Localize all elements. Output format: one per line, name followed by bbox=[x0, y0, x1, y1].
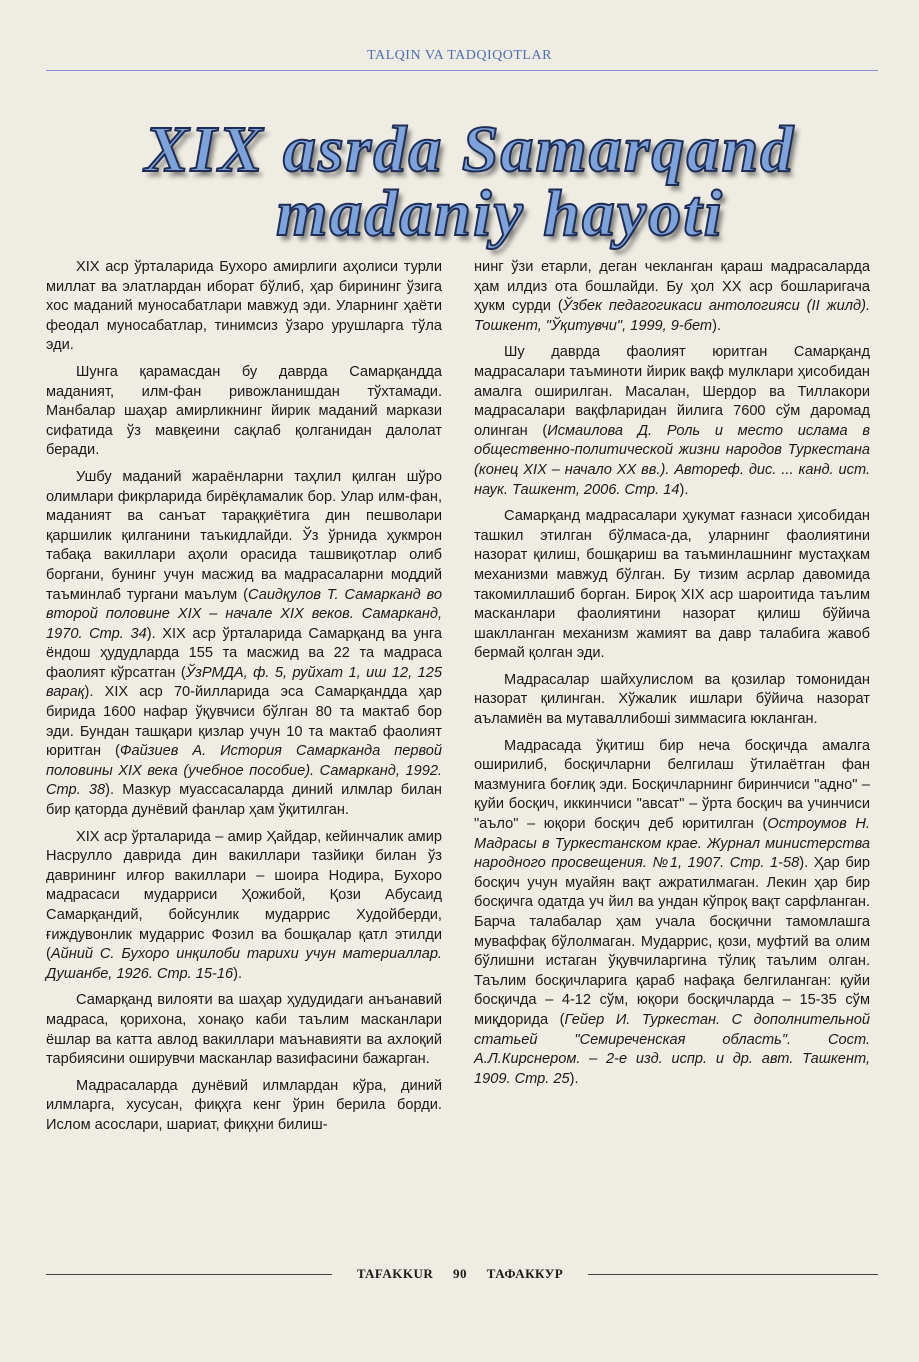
footer-title-latin: TAFAKKUR bbox=[356, 1266, 434, 1281]
citation: Остроумов Н. Мадрасы в Туркестанском крае. Журнал министерства народного просвещения. №1, 1907. Стр. 1-58 bbox=[474, 816, 870, 872]
citation: Гейер И. Туркестан. С дополнительной статьей "Семиреченская область". Сост. А.Л.Кирснером. – 2-е изд. испр. и др. авт. Ташкент, 1909. Стр. 25 bbox=[474, 1011, 870, 1087]
paragraph: XIX аср ўрталарида Бухоро амирлиги аҳолиси турли миллат ва элатлардан иборат бўлиб, ҳар бирининг ўзига хос маданий муносабатлари мавжуд эди. Уларнинг ҳаёти феодал муносабатлар, тинимсиз ўзаро урушларга тўла эди. bbox=[46, 259, 442, 354]
citation: Айний С. Бухоро инқилоби тарихи учун материаллар. Душанбе, 1926. Стр. 15-16 bbox=[46, 946, 442, 982]
page-number: 90 bbox=[453, 1266, 468, 1281]
paragraph: XIX аср ўрталарида – амир Ҳайдар, кейинчалик амир Насрулло даврида дин вакиллари тазйиқи билан ўз даврининг илғор вакиллари – шоира Нодира, Бухоро мадрасаси мударриси Ҳожибой, Қози Абусаид Самарқандий, бойсунлик мударрис Худойберди, ғиждувонлик мударрис Фозил ва бошқалар қатл этилди (Айний С. Бухоро инқилоби тарихи учун материаллар. Душанбе, 1926. Стр. 15-16). bbox=[46, 828, 442, 982]
paragraph: Шу даврда фаолият юритган Самарқанд мадрасалари таъминоти йирик вақф мулклари ҳисобидан амалга оширилган. Масалан, Шердор ва Тиллакори мадрасалари вақфларидан йилига 7600 сўм даромад олинган (Исмаилова Д. Роль и место ислама в общественно-политической жизни народов Туркестана (конец XIX – начало XX вв.). Автореф. дис. ... канд. ист. наук. Ташкент, 2006. Стр. 14). bbox=[474, 344, 870, 498]
citation: Файзиев А. История Самарканда первой половины XIX века (учебное пособие). Самарканд, 1992. Стр. 38 bbox=[46, 743, 442, 799]
footer-rule-right bbox=[588, 1274, 878, 1275]
footer-title-cyrillic: ТАФАККУР bbox=[486, 1266, 564, 1281]
paragraph: Мадрасаларда дунёвий илмлардан кўра, диний илмларга, хусусан, фиқҳга кенг ўрин берила борди. Ислом асослари, шариат, фиқҳни билиш- bbox=[46, 1077, 442, 1133]
right-column bbox=[474, 258, 870, 1096]
header-rule bbox=[46, 70, 878, 71]
paragraph: Ушбу маданий жараёнларни таҳлил қилган шўро олимлари фикрларида бирёқламалик бор. Улар илм-фан, маданият ва санъат тараққиётига дин пешволари қаршилик қилганини таъкидлайди. Ўз ўрнида ҳукмрон табақа вакиллари аҳоли орасида ташвиқотлар олиб боргани, бунинг учун масжид ва мадрасаларни моддий таъминлаб тургани маълум (Саидқулов Т. Самаркaнд во второй половине XIX – начале XIX веков. Самарканд, 1970. Стр. 34). XIX аср ўрталарида Самарқанд ва унга ёндош ҳудудларда 155 та масжид ва 22 та мадраса фаолият кўрсатган (ЎзРМДА, ф. 5, руйхат 1, иш 12, 125 варақ). XIX аср 70-йилларида эса Самарқандда ҳар бирида 1600 нафар ўқувчиси бўлган 80 та мактаб бор эди. Бундан ташқари қизлар учун 10 та мактаб фаолият юритган (Файзиев А. История Самарканда первой половины XIX века (учебное пособие). Самарканд, 1992. Стр. 38). Мазкур муассасаларда диний илмлар билан бир қаторда дунёвий фанлар ҳам ўқитилган. bbox=[46, 468, 442, 819]
paragraph: Самарқанд вилояти ва шаҳар ҳудудидаги анъанавий мадраса, қорихона, хонақо каби таълим масканлари ёшлар ва катта авлод вакиллари маънавияти ва ахлоқий тарбиясини оширувчи масканлар вазифасини бажарган. bbox=[46, 992, 442, 1068]
citation: Ўзбек педагогикаси антологияси (II жилд). Тошкент, "Ўқитувчи", 1999, 9-бет bbox=[474, 298, 870, 334]
left-column bbox=[46, 258, 442, 1143]
article-title bbox=[120, 113, 820, 250]
footer-rule-left bbox=[46, 1274, 332, 1275]
paragraph: Самарқанд мадрасалари ҳукумат ғазнаси ҳисобидан ташкил этилган бўлмаса-да, уларнинг фаолиятини назорат қилиш, бошқариш ва таъминлашнинг мустаҳкам механизми мавжуд бўлган. Бу тизим асрлар давомида такомиллашиб борган. Бироқ XIX аср шароитида таълим масканлари фаолиятини назорат қилиш бўйича шаклланган механизм жамият ва давр талабига жавоб бермай қолган эди. bbox=[474, 508, 870, 662]
section-header: TALQIN VA TADQIQOTLAR bbox=[367, 48, 552, 63]
title-line-1: XIX asrda Samarqand bbox=[144, 113, 796, 186]
title-line-2: madaniy hayoti bbox=[276, 177, 724, 250]
paragraph: Мадрасалар шайхулислом ва қозилар томонидан назорат қилинган. Хўжалик ишлари бўйича назорат аъламиён ва мутаваллибошi зиммасига юкланган. bbox=[474, 671, 870, 728]
footer bbox=[336, 1266, 584, 1282]
citation: Саидқулов Т. Самаркaнд во второй половине XIX – начале XIX веков. Самарканд, 1970. Стр. 34 bbox=[46, 586, 442, 642]
paragraph: Шунга қарамасдан бу даврда Самарқандда маданият, илм-фан ривожланишдан тўхтамади. Манбалар шаҳар амирликнинг йирик маданий маркази сифатида ўз мавқеини сақлаб қолганидан далолат беради. bbox=[46, 363, 442, 459]
citation: Исмаилова Д. Роль и место ислама в общественно-политической жизни народов Туркестана (конец XIX – начало XX вв.). Автореф. дис. ... канд. ист. наук. Ташкент, 2006. Стр. 14 bbox=[474, 422, 870, 498]
citation: ЎзРМДА, ф. 5, руйхат 1, иш 12, 125 варақ bbox=[46, 664, 442, 701]
paragraph: Мадрасада ўқитиш бир неча босқичда амалга оширилиб, босқичларни белгилаш ўтилаётган фан мазмунига боғлиқ эди. Босқичларнинг биринчиси "адно" – қуйи босқич, иккинчиси "авсат" – ўрта босқич ва учинчиси "аъло" – юқори босқич деб юритилган (Остроумов Н. Мадрасы в Туркестанском крае. Журнал министерства народного просвещения. №1, 1907. Стр. 1-58). Ҳар бир босқич учун муайян вақт ажратилмаган. Лекин ҳар бир босқичга одатда уч йил ва ундан кўпроқ вақт сарфланган. Барча талабалар ҳам учала босқични тамомлашга муваффақ бўлолмаган. Мударрис, қози, муфтий ва олим бўлишни истаган ўқувчиларгина тўлиқ таълим олган. Таълим босқичларига қараб нафақа белгиланган: қуйи босқичда – 4-12 сўм, юқори босқичларда – 15-35 сўм миқдорида (Гейер И. Туркестан. С дополнительной статьей "Семиреченская область". Сост. А.Л.Кирснером. – 2-е изд. испр. и др. авт. Ташкент, 1909. Стр. 25). bbox=[474, 737, 870, 1087]
paragraph: нинг ўзи етарли, деган чекланган қараш мадрасаларда ҳам илдиз ота бошлайди. Бу ҳол XX аср бошларигача ҳукм сурди (Ўзбек педагогикаси антологияси (II жилд). Тошкент, "Ўқитувчи", 1999, 9-бет). bbox=[474, 259, 870, 334]
